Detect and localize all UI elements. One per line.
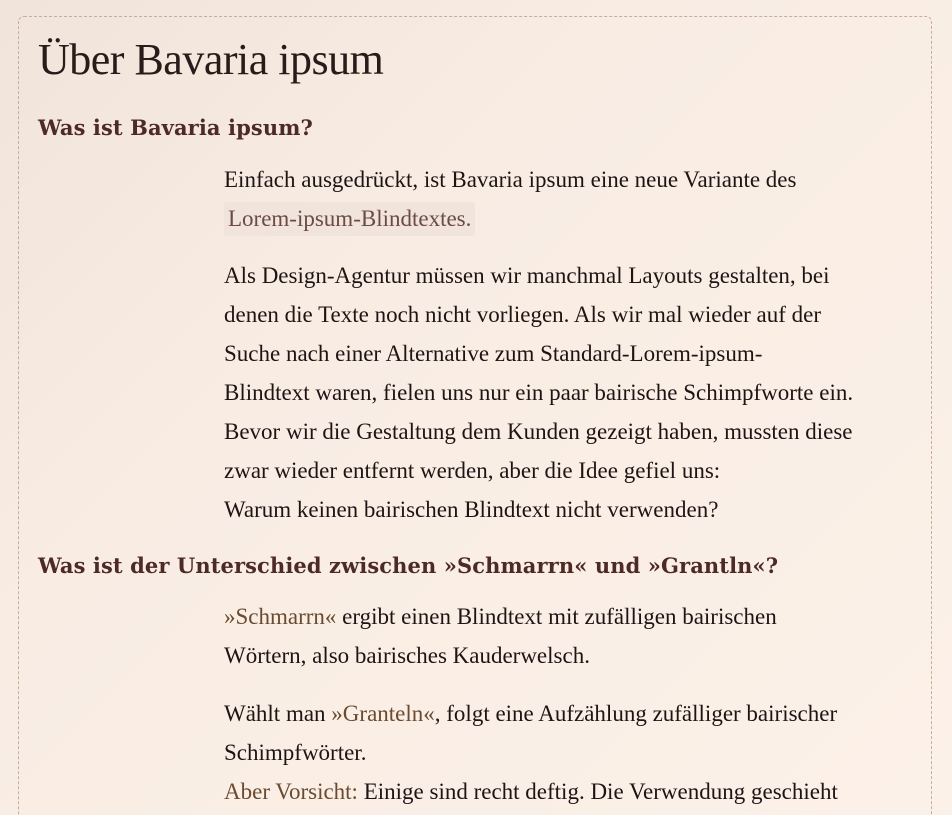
schmarrn-line-2: Wörtern, also bairisches Kauderwelsch. [224,643,590,668]
granteln-term: »Granteln« [331,701,435,726]
section-heading-difference: Was ist der Unterschied zwischen »Schmarrn« und »Grantln«? [38,553,779,578]
granteln-prefix: Wählt man [224,701,332,726]
agency-line-7: Warum keinen bairischen Blindtext nicht verwenden? [224,497,719,522]
intro-paragraph [224,160,924,238]
granteln-text: , folgt eine Aufzählung zufälliger bairischer [434,701,838,726]
agency-line-5: Bevor wir die Gestaltung dem Kunden gezeigt haben, mussten diese [224,419,853,444]
agency-line-3: Suche nach einer Alternative zum Standard-Lorem-ipsum- [224,341,763,366]
schmarrn-text: ergibt einen Blindtext mit zufälligen bairischen [336,604,777,629]
page-title: Über Bavaria ipsum [38,35,384,84]
granteln-line-2: Schimpfwörter. [224,740,367,765]
schmarrn-term: »Schmarrn« [224,604,337,629]
lorem-ipsum-code: Lorem-ipsum-Blindtextes. [224,202,475,236]
agency-line-2: denen die Texte noch nicht vorliegen. Als wir mal wieder auf der [224,302,822,327]
section-heading-what-is: Was ist Bavaria ipsum? [38,115,313,140]
agency-line-4: Blindtext waren, fielen uns nur ein paar bairische Schimpfworte ein. [224,380,854,405]
granteln-paragraph [224,694,932,811]
schmarrn-paragraph [224,597,924,675]
agency-line-6: zwar wieder entfernt werden, aber die Idee gefiel uns: [224,458,721,483]
agency-paragraph [224,256,924,529]
agency-line-1: Als Design-Agentur müssen wir manchmal Layouts gestalten, bei [224,263,830,288]
warning-text: Einige sind recht deftig. Die Verwendung geschieht [357,779,838,804]
intro-text: Einfach ausgedrückt, ist Bavaria ipsum eine neue Variante des [224,167,797,192]
warning-label: Aber Vorsicht: [224,779,358,804]
